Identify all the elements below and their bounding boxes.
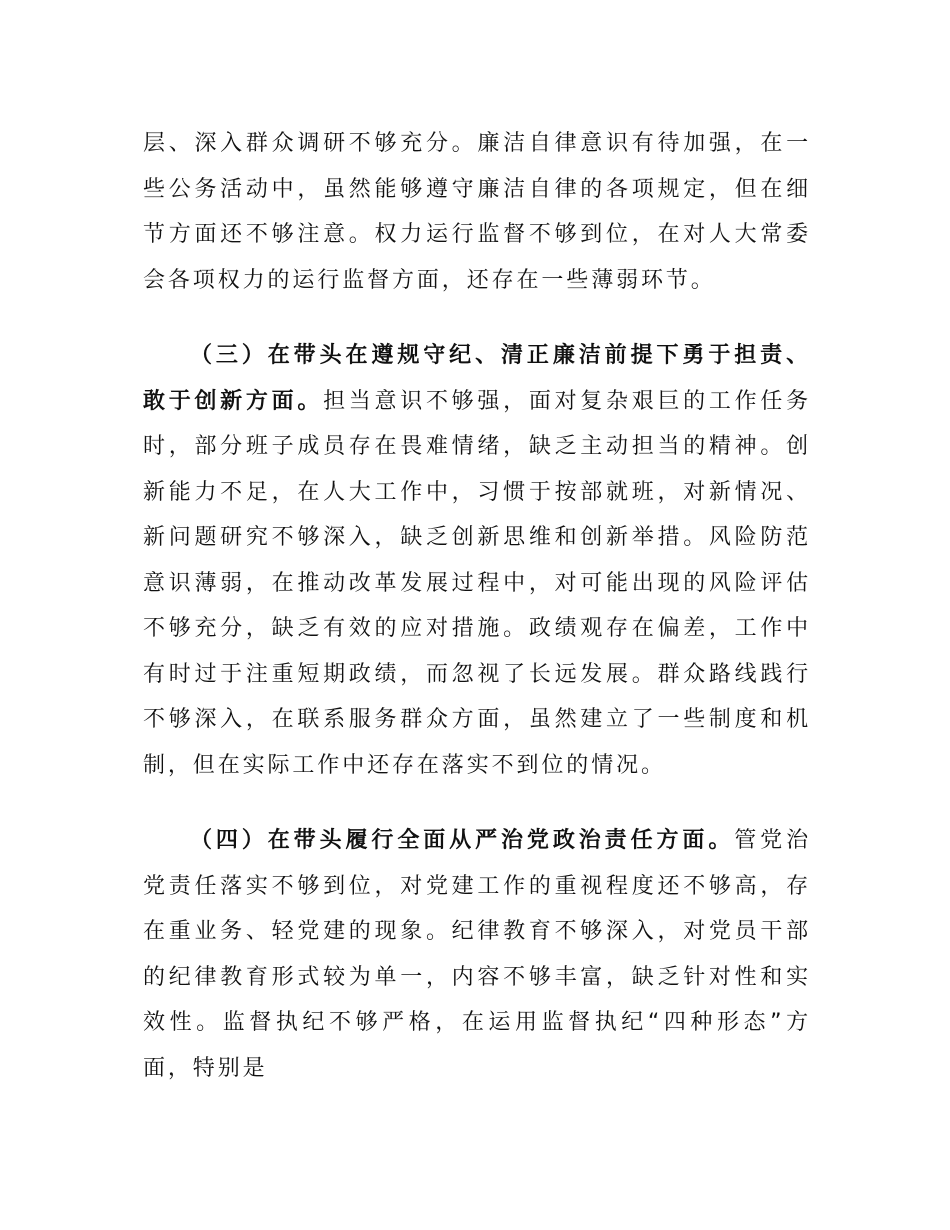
section-heading-three: （三）在带头在遵规守纪、清正廉洁前提下勇于担责、敢于创新方面。 (143, 343, 811, 414)
paragraph-text: 层、深入群众调研不够充分。廉洁自律意识有待加强，在一些公务活动中，虽然能够遵守廉洁自律的各项规定，但在细节方面还不够注意。权力运行监督不够到位，在对人大常委会各项权力的运行监督方面，还存在一些薄弱环节。 (143, 131, 811, 293)
paragraph-section-four (143, 818, 811, 1091)
paragraph-continuation (143, 121, 811, 303)
paragraph-gap (143, 303, 811, 333)
paragraph-text: 管党治党责任落实不够到位，对党建工作的重视程度还不够高，存在重业务、轻党建的现象。纪律教育不够深入，对党员干部的纪律教育形式较为单一，内容不够丰富，缺乏针对性和实效性。监督执纪不够严格，在运用监督执纪“四种形态”方面，特别是 (143, 828, 811, 1081)
section-heading-four: （四）在带头履行全面从严治党政治责任方面。 (190, 828, 735, 853)
document-body (143, 121, 811, 1091)
paragraph-section-three (143, 333, 811, 788)
paragraph-gap (143, 788, 811, 818)
paragraph-text: 担当意识不够强，面对复杂艰巨的工作任务时，部分班子成员存在畏难情绪，缺乏主动担当的精神。创新能力不足，在人大工作中，习惯于按部就班，对新情况、新问题研究不够深入，缺乏创新思维和创新举措。风险防范意识薄弱，在推动改革发展过程中，对可能出现的风险评估不够充分，缺乏有效的应对措施。政绩观存在偏差，工作中有时过于注重短期政绩，而忽视了长远发展。群众路线践行不够深入，在联系服务群众方面，虽然建立了一些制度和机制，但在实际工作中还存在落实不到位的情况。 (143, 388, 811, 778)
